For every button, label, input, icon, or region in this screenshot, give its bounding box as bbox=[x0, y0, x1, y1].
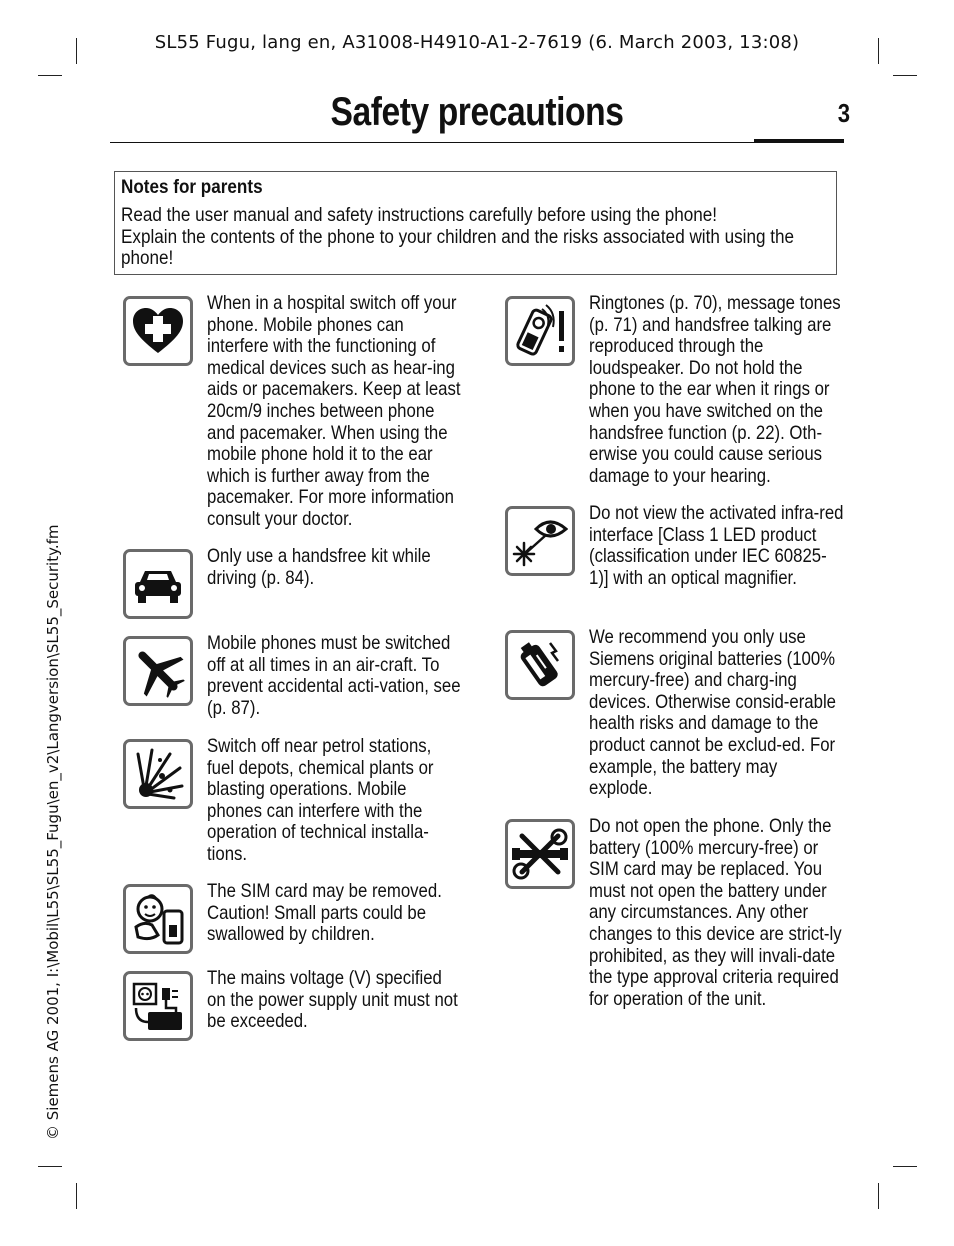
side-file-path: © Siemens AG 2001, I:\Mobil\L55\SL55_Fugu\en_v2\Langversion\SL55_Security.fm bbox=[44, 524, 62, 1140]
notes-for-parents-box bbox=[114, 171, 837, 275]
power-supply-icon bbox=[123, 971, 193, 1041]
notes-text: Read the user manual and safety instructions carefully before using the phone! Explain the contents of the phone to your children and the risks associated with using the phone! bbox=[121, 205, 795, 270]
infrared-eye-icon bbox=[505, 506, 575, 576]
safety-item-text: Do not view the activated infra-red interface [Class 1 LED product (classification under IEC 60825-1)] with an optical magnifier. bbox=[589, 502, 844, 589]
safety-item-text: When in a hospital switch off your phone. Mobile phones can interfere with the functioning of medical devices such as hear-ing aids or pacemakers. Keep at least 20cm/9 inches between phone and pacemaker. When using the mobile phone hold it to the ear which is further away from the pacemaker. For more information consult your doctor. bbox=[207, 292, 461, 530]
explosion-icon bbox=[123, 739, 193, 809]
loud-phone-icon bbox=[505, 296, 575, 366]
title-rule bbox=[110, 142, 844, 143]
notes-heading: Notes for parents bbox=[121, 177, 263, 198]
crop-mark bbox=[38, 75, 62, 76]
crop-mark bbox=[76, 1183, 77, 1209]
crop-mark bbox=[893, 75, 917, 76]
crop-mark bbox=[893, 1166, 917, 1167]
baby-sim-card-icon bbox=[123, 884, 193, 954]
safety-item-text: We recommend you only use Siemens original batteries (100% mercury-free) and charg-ing devices. Otherwise consid-erable health risks and damage to the product cannot be exclud-ed. For example, the battery may explode. bbox=[589, 626, 837, 800]
safety-item-text: Switch off near petrol stations, fuel depots, chemical plants or blasting operations. Mobile phones can interfere with the operation of technical installa-tions. bbox=[207, 735, 434, 865]
safety-item-text: Only use a handsfree kit while driving (p. 84). bbox=[207, 545, 431, 589]
no-tools-icon bbox=[505, 819, 575, 889]
medical-heart-icon bbox=[123, 296, 193, 366]
crop-mark bbox=[38, 1166, 62, 1167]
safety-item-text: The mains voltage (V) specified on the power supply unit must not be exceeded. bbox=[207, 967, 458, 1033]
safety-item-text: Do not open the phone. Only the battery (100% mercury-free) or SIM card may be replaced. You must not open the battery under any circumstances. Any other changes to this device are strict-ly prohibited, as they will invali-date the type approval criteria required for operation of the unit. bbox=[589, 815, 842, 1010]
safety-item-text: Mobile phones must be switched off at all times in an air-craft. To prevent accidental acti-vation, see (p. 87). bbox=[207, 632, 461, 719]
page-number: 3 bbox=[837, 98, 850, 128]
document-meta-line: SL55 Fugu, lang en, A31008-H4910-A1-2-7619 (6. March 2003, 13:08) bbox=[154, 32, 800, 53]
safety-item-text: The SIM card may be removed. Caution! Small parts could be swallowed by children. bbox=[207, 880, 442, 946]
battery-icon bbox=[505, 630, 575, 700]
crop-mark bbox=[878, 1183, 879, 1209]
title-rule-accent bbox=[754, 139, 844, 143]
car-icon bbox=[123, 549, 193, 619]
page-title: Safety precautions bbox=[330, 90, 624, 134]
safety-item-text: Ringtones (p. 70), message tones (p. 71) and handsfree talking are reproduced through the loudspeaker. Do not hold the phone to the ear when it rings or when you have switched on the handsfree function (p. 22). Oth-erwise you could cause serious damage to your hearing. bbox=[589, 292, 841, 487]
airplane-icon bbox=[123, 636, 193, 706]
